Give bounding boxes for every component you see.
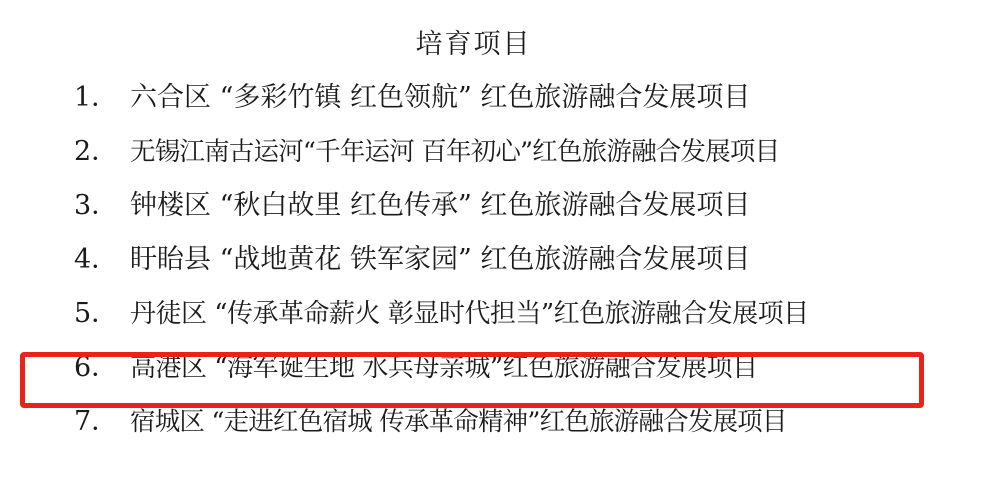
list-item-label: 六合区 “多彩竹镇 红色领航” 红色旅游融合发展项目 <box>130 82 751 113</box>
list-item-number: 5． <box>74 298 119 329</box>
page-title: 培育项目 <box>415 29 532 60</box>
list-item-highlighted <box>0 345 1007 399</box>
list-item <box>0 183 1007 237</box>
list-item <box>0 75 1007 129</box>
list-item-label: 高港区 “海军诞生地 水兵母亲城”红色旅游融合发展项目 <box>130 353 758 383</box>
list-item-number: 2． <box>74 136 119 167</box>
list-item-number: 7． <box>74 406 119 437</box>
project-list <box>0 75 1007 453</box>
list-item-label: 丹徒区 “传承革命薪火 彰显时代担当”红色旅游融合发展项目 <box>130 299 809 329</box>
list-item-number: 1． <box>74 82 119 113</box>
list-item-label: 钟楼区 “秋白故里 红色传承” 红色旅游融合发展项目 <box>130 190 751 221</box>
list-item <box>0 399 1007 453</box>
list-item-number: 3． <box>74 190 119 221</box>
list-item <box>0 129 1007 183</box>
list-item-label: 宿城区 “走进红色宿城 传承革命精神”红色旅游融合发展项目 <box>130 407 787 437</box>
list-item-label: 盱眙县 “战地黄花 铁军家园” 红色旅游融合发展项目 <box>130 244 751 275</box>
list-item <box>0 237 1007 291</box>
list-item-number: 4． <box>74 244 119 275</box>
list-item-label: 无锡江南古运河“千年运河 百年初心”红色旅游融合发展项目 <box>130 137 780 167</box>
list-item-number: 6． <box>74 352 119 383</box>
list-item <box>0 291 1007 345</box>
